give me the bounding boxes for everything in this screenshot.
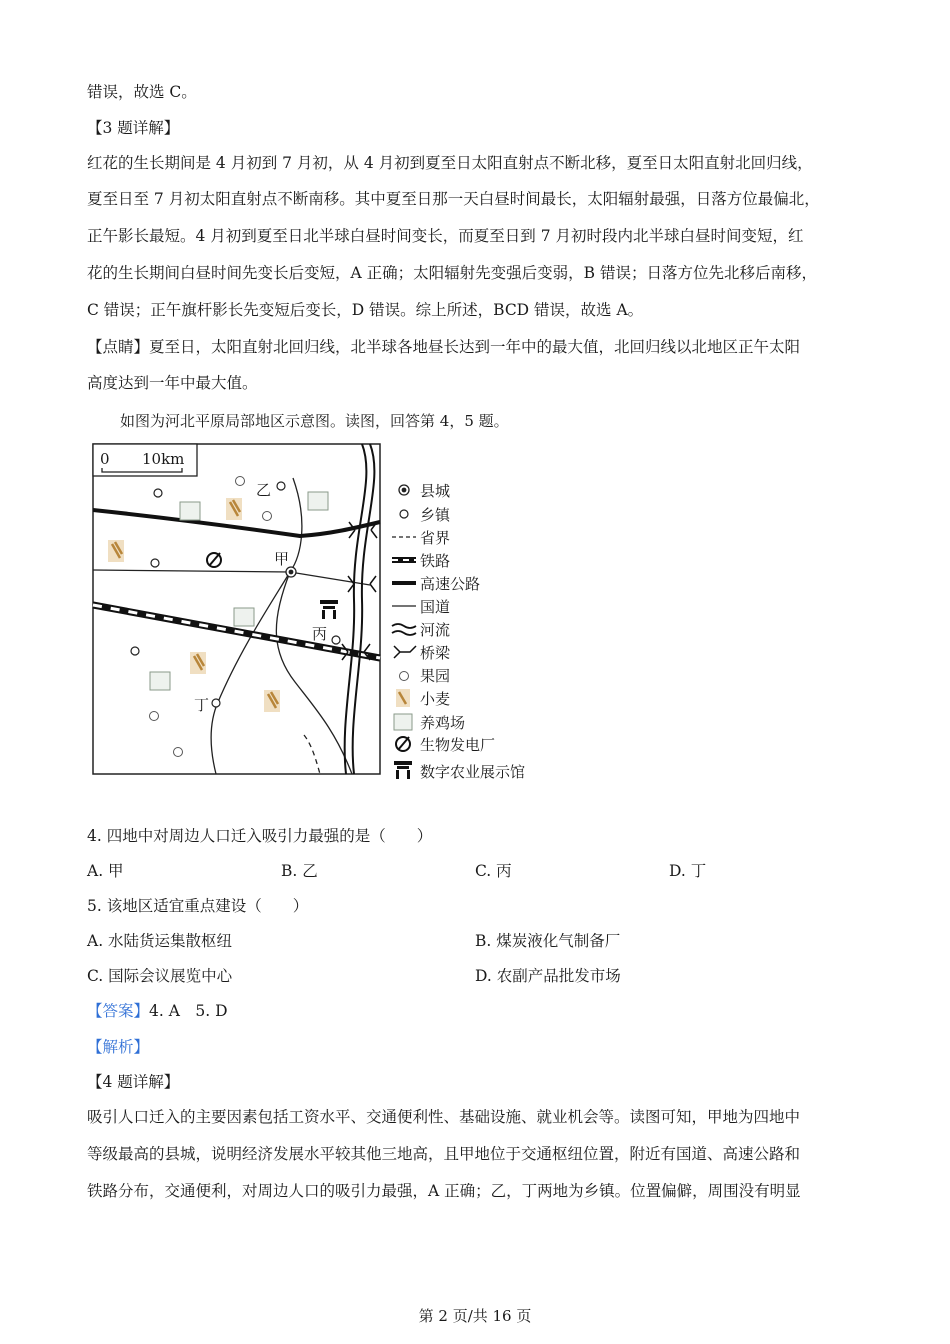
- paragraph-line: 花的生长期间白昼时间先变长后变短，A 正确；太阳辐射先变强后变弱，B 错误；日落方位先北移后南移，: [87, 264, 817, 282]
- question-4-stem: 4. 四地中对周边人口迁入吸引力最强的是（ ）: [87, 827, 433, 845]
- q4-option-b: B. 乙: [281, 862, 318, 880]
- analysis-label: 【解析】: [87, 1038, 150, 1056]
- answer-text: 4. A 5. D: [149, 1002, 228, 1020]
- q5-option-a: A. 水陆货运集散枢纽: [87, 932, 233, 950]
- q5-option-b: B. 煤炭液化气制备厂: [475, 932, 621, 950]
- legend-bio-power: 生物发电厂: [420, 736, 496, 754]
- legend-expressway: 高速公路: [420, 575, 481, 593]
- text-line-0: 错误，故选 C。: [87, 83, 197, 101]
- paragraph-line: C 错误；正午旗杆影长先变短后变长，D 错误。综上所述，BCD 错误，故选 A。: [87, 301, 644, 319]
- legend-river: 河流: [420, 621, 451, 639]
- legend-national-road: 国道: [420, 598, 451, 616]
- regional-map: [90, 440, 540, 785]
- legend-orchard: 果园: [420, 667, 451, 685]
- legend-county: 县城: [420, 482, 451, 500]
- answer-line: [87, 1001, 228, 1021]
- answer-label: 【答案】: [87, 1002, 150, 1020]
- page-footer: 第 2 页/共 16 页: [418, 1307, 532, 1325]
- scale-distance: 10km: [142, 450, 185, 468]
- legend: [392, 482, 525, 781]
- heading-q3: 【3 题详解】: [87, 119, 180, 137]
- dianjing-line: 高度达到一年中最大值。: [87, 374, 258, 392]
- paragraph-line: 夏至日至 7 月初太阳直射点不断南移。其中夏至日那一天白昼时间最长，太阳辐射最强，日落方位最偏北，: [87, 190, 820, 208]
- question-5-stem: 5. 该地区适宜重点建设（ ）: [87, 897, 309, 915]
- place-bing: 丙: [312, 625, 328, 643]
- legend-chicken-farm: 养鸡场: [420, 714, 466, 732]
- figure-caption: 如图为河北平原局部地区示意图。读图，回答第 4，5 题。: [120, 412, 509, 430]
- paragraph-line: 吸引人口迁入的主要因素包括工资水平、交通便利性、基础设施、就业机会等。读图可知，甲地为四地中: [87, 1108, 801, 1126]
- q4-option-d: D. 丁: [669, 862, 707, 880]
- paragraph-line: 红花的生长期间是 4 月初到 7 月初，从 4 月初到夏至日太阳直射点不断北移，夏至日太阳直射北回归线，: [87, 154, 813, 172]
- place-jia: 甲: [274, 550, 290, 568]
- heading-q4: 【4 题详解】: [87, 1073, 180, 1091]
- place-yi: 乙: [256, 481, 272, 499]
- legend-wheat: 小麦: [420, 690, 451, 708]
- legend-town: 乡镇: [420, 506, 451, 524]
- q4-option-a: A. 甲: [87, 862, 124, 880]
- q5-option-d: D. 农副产品批发市场: [475, 967, 621, 985]
- q4-option-c: C. 丙: [475, 862, 512, 880]
- legend-agri-hall: 数字农业展示馆: [420, 763, 526, 781]
- scale-zero: 0: [100, 450, 110, 468]
- legend-railway: 铁路: [420, 552, 451, 570]
- q5-option-c: C. 国际会议展览中心: [87, 967, 233, 985]
- bio-power-plant-icon: [207, 553, 221, 567]
- paragraph-line: 铁路分布，交通便利，对周边人口的吸引力最强，A 正确；乙，丁两地为乡镇。位置偏僻，周围没有明显: [87, 1182, 801, 1200]
- place-ding: 丁: [194, 696, 210, 714]
- legend-border: 省界: [420, 529, 451, 547]
- paragraph-line: 等级最高的县城，说明经济发展水平较其他三地高，且甲地位于交通枢纽位置，附近有国道、高速公路和: [87, 1145, 801, 1163]
- dianjing-line: 【点睛】夏至日，太阳直射北回归线，北半球各地昼长达到一年中的最大值，北回归线以北地区正午太阳: [87, 338, 801, 356]
- paragraph-line: 正午影长最短。4 月初到夏至日北半球白昼时间变长，而夏至日到 7 月初时段内北半球白昼时间变短，红: [87, 227, 804, 245]
- legend-bridge: 桥梁: [420, 644, 451, 662]
